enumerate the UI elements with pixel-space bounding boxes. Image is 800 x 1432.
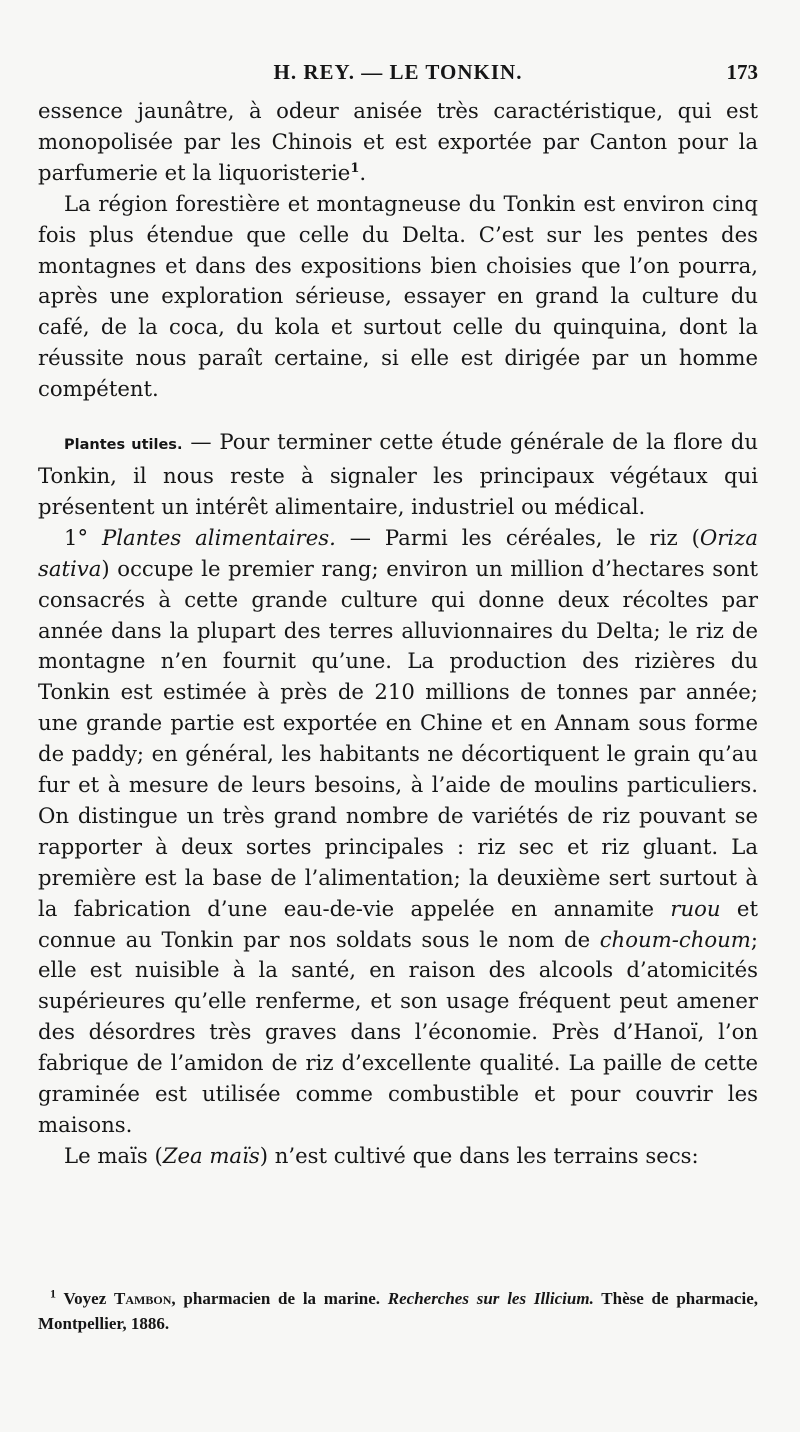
footnote-reference: 1 [350, 160, 360, 176]
paragraph-text: et connue au Tonkin par nos soldats sous le nom de [38, 895, 758, 952]
paragraph-5 [38, 1141, 758, 1172]
vernacular-term: ruou [670, 895, 721, 921]
paragraph-text: Le maïs ( [64, 1142, 163, 1168]
running-head: H. REY. — LE TONKIN. [273, 60, 523, 84]
footnotes [38, 1286, 758, 1336]
vernacular-term: choum-choum [599, 926, 751, 952]
footnote [38, 1286, 758, 1336]
footnote-text: Thèse de pharmacie, Montpellier, 1886. [38, 1289, 758, 1333]
paragraph-text: La région forestière et montagneuse du Tonkin est environ cinq fois plus étendue que celle du Delta. C’est sur les pentes des montagnes et dans des expositions bien choisies que l’on pourra, après une exploration sérieuse, essayer en grand la culture du café, de la coca, du kola et surtout celle du quinquina, dont la réussite nous paraît certaine, si elle est dirigée par un homme compétent. [38, 190, 758, 402]
paragraph-4 [38, 523, 758, 1141]
footnote-title: Recherches sur les Illicium. [387, 1289, 594, 1308]
paragraph-text: — Pour terminer cette étude générale de la flore du Tonkin, il nous reste à signaler les principaux végétaux qui présentent un intérêt alimentaire, industriel ou médical. [38, 429, 758, 519]
paragraph-text: ; elle est nuisible à la santé, en raison des alcools d’atomicités supérieures qu’elle renferme, et son usage fréquent peut amener des désordres très graves dans l’économie. Près d’Hanoï, l’on fabrique de l’amidon de riz d’excellente qualité. La paille de cette graminée est utilisée comme combustible et pour couvrir les maisons. [38, 926, 758, 1137]
paragraph-text: essence jaunâtre, à odeur anisée très caractéristique, qui est monopolisée par les Chinois et est exportée par Canton pour la parfumerie et la liquoristerie [38, 98, 758, 185]
list-number: 1° [64, 524, 89, 550]
subsection-heading: Plantes alimentaires. [102, 524, 336, 550]
paragraph-text: — Parmi les céréales, le riz ( [335, 524, 700, 550]
latin-name: Zea maïs [162, 1142, 260, 1168]
paragraph-3 [38, 427, 758, 523]
paragraph-text: . [359, 159, 367, 185]
footnote-author: Tambon [114, 1289, 172, 1308]
page-header [38, 58, 758, 90]
main-text [38, 96, 758, 1172]
section-heading: Plantes utiles. [64, 437, 183, 454]
footnote-number: 1 [50, 1286, 56, 1301]
paragraph-2 [38, 189, 758, 405]
paragraph-text: ) occupe le premier rang; environ un million d’hectares sont consacrés à cette grande culture qui donne deux récoltes par année dans la plupart des terres alluvionnaires du Delta; le riz de montagne n’en fournit qu’une. La production des rizières du Tonkin est estimée à près de 210 millions de tonnes par année; une grande partie est exportée en Chine et en Annam sous forme de paddy; en général, les habitants ne décortiquent le grain qu’au fur et à mesure de leurs besoins, à l’aide de moulins particuliers. On distingue un très grand nombre de variétés de riz pouvant se rapporter à deux sortes principales : riz sec et riz gluant. La première est la base de l’alimentation; la deuxième sert surtout à la fabrication d’une eau-de-vie appelée en annamite [38, 555, 758, 921]
paragraph-text: ) n’est cultivé que dans les terrains secs: [259, 1142, 699, 1168]
footnote-text: Voyez [63, 1289, 115, 1308]
page-number: 173 [726, 60, 758, 84]
paragraph-1 [38, 96, 758, 189]
latin-name: Oriza sativa [38, 524, 758, 581]
footnote-text: , pharmacien de la marine. [171, 1289, 388, 1308]
